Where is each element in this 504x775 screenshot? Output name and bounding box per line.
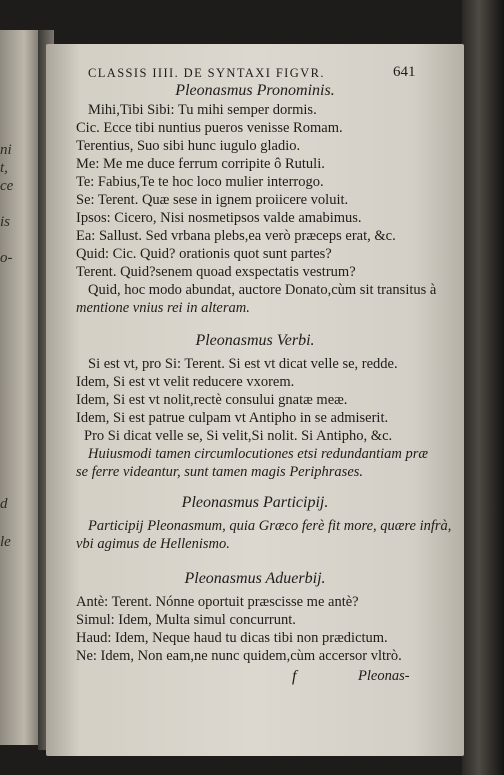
- page: [46, 44, 464, 756]
- text-line: Simul: Idem, Multa simul concurrunt.: [76, 612, 296, 628]
- margin-fragment: o-: [0, 250, 13, 266]
- text-line: Me: Me me duce ferrum corripite ô Rutuli.: [76, 156, 325, 172]
- text-line: Si est vt, pro Si: Terent. Si est vt dicat velle se, redde.: [88, 356, 398, 372]
- text-line: Te: Fabius,Te te hoc loco mulier interrogo.: [76, 174, 324, 190]
- text-line: Haud: Idem, Neque haud tu dicas tibi non prædictum.: [76, 630, 388, 646]
- page-number: 641: [393, 64, 416, 80]
- text-line: Ipsos: Cicero, Nisi nosmetipsos valde amabimus.: [76, 210, 362, 226]
- margin-fragment: le: [0, 534, 11, 550]
- text-line: se ferre videantur, sunt tamen magis Periphrases.: [76, 464, 364, 480]
- catchword: Pleonas-: [358, 668, 410, 684]
- margin-fragment: is: [0, 214, 11, 230]
- margin-fragment: d: [0, 496, 8, 512]
- text-line: Terent. Quid?senem quoad exspectatis vestrum?: [76, 264, 356, 280]
- page-content: [46, 44, 464, 756]
- cover-edge: [462, 0, 504, 775]
- text-line: Se: Terent. Quæ sese in ignem proiicere voluit.: [76, 192, 349, 208]
- text-line: Ne: Idem, Non eam,ne nunc quidem,cùm accersor vltrò.: [76, 648, 402, 664]
- text-line: Pro Si dicat velle se, Si velit,Si nolit. Si Antipho, &c.: [84, 428, 393, 444]
- text-line: Ea: Sallust. Sed vrbana plebs,ea verò præceps erat, &c.: [76, 228, 396, 244]
- text-line: Terentius, Suo sibi hunc iugulo gladio.: [76, 138, 301, 154]
- text-line: mentione vnius rei in alteram.: [76, 300, 250, 316]
- signature-mark: f: [292, 668, 297, 685]
- text-line: Antè: Terent. Nónne oportuit præscisse me antè?: [76, 594, 359, 610]
- text-line: Huiusmodi tamen circumlocutiones etsi redundantiam præ: [88, 446, 429, 462]
- text-line: vbi agimus de Hellenismo.: [76, 536, 230, 552]
- text-line: Quid: Cic. Quid? orationis quot sunt partes?: [76, 246, 332, 262]
- text-line: Idem, Si est vt velit reducere vxorem.: [76, 374, 295, 390]
- text-line: Idem, Si est vt nolit,rectè consului gnatæ meæ.: [76, 392, 348, 408]
- section-title-verbi: Pleonasmus Verbi.: [195, 332, 315, 349]
- text-line: Participij Pleonasmum, quia Græco ferè fit more, quære infrà,: [88, 518, 452, 534]
- section-title-pronominis: Pleonasmus Pronominis.: [175, 82, 335, 99]
- margin-fragment: ni: [0, 142, 12, 158]
- margin-fragment: t,: [0, 160, 8, 176]
- running-head: CLASSIS IIII. DE SYNTAXI FIGVR.: [88, 66, 325, 80]
- text-line: Cic. Ecce tibi nuntius pueros venisse Romam.: [76, 120, 343, 136]
- text-line: Idem, Si est patrue culpam vt Antipho in se admiserit.: [76, 410, 389, 426]
- margin-fragment: ce: [0, 178, 14, 194]
- section-title-adverbii: Pleonasmus Aduerbij.: [184, 570, 326, 587]
- text-line: Mihi,Tibi Sibi: Tu mihi semper dormis.: [88, 102, 317, 118]
- text-line: Quid, hoc modo abundat, auctore Donato,cùm sit transitus à: [88, 282, 437, 298]
- section-title-participii: Pleonasmus Participij.: [181, 494, 329, 511]
